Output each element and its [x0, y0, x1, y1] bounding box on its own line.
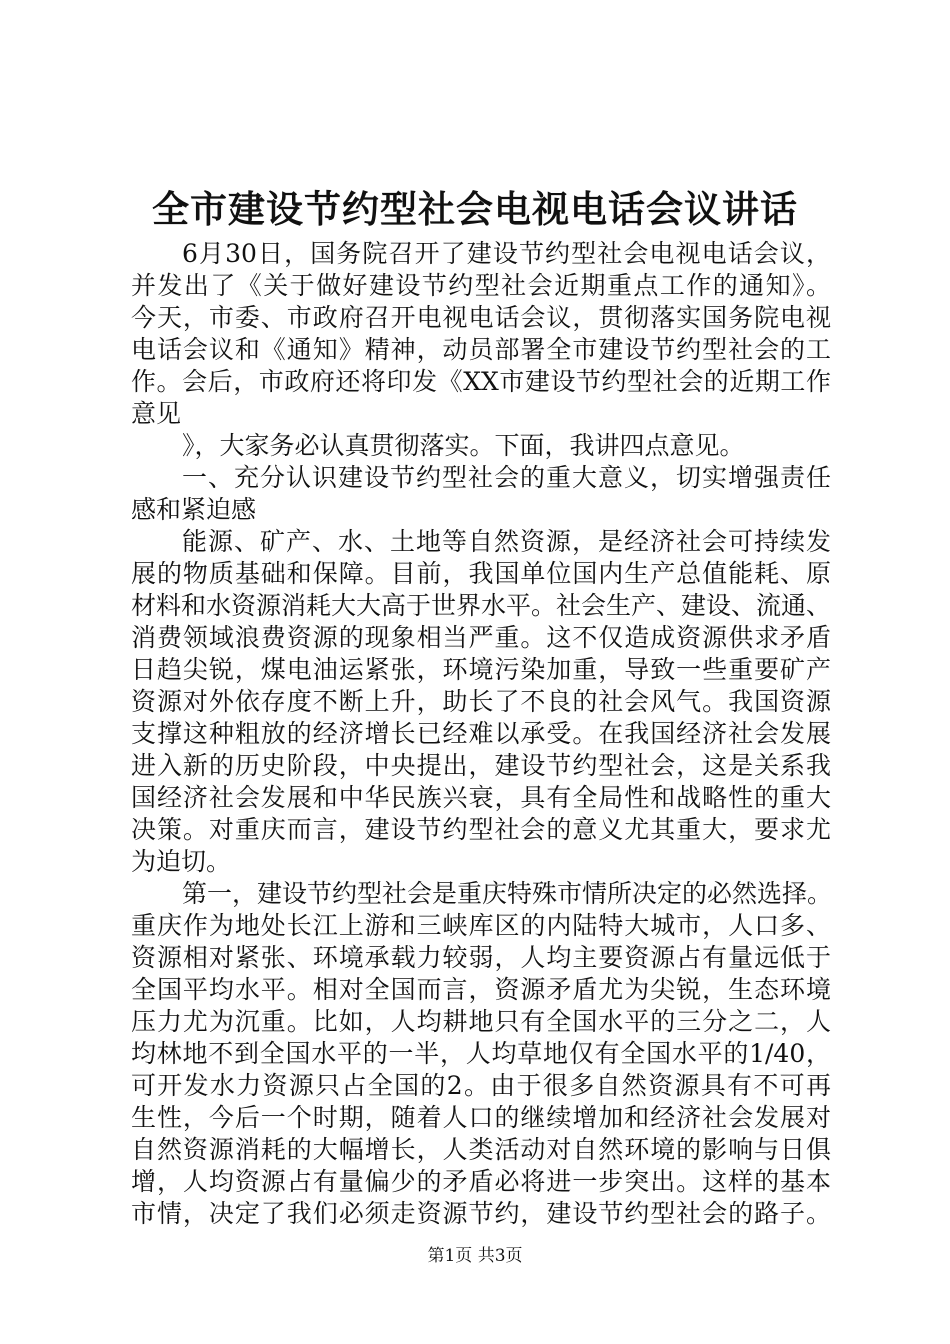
- body-line: 6月30日，国务院召开了建设节约型社会电视电话会议，: [182, 239, 831, 268]
- document-title: 全市建设节约型社会电视电话会议讲话: [152, 187, 798, 231]
- body-line: 》，大家务必认真贯彻落实。下面，我讲四点意见。: [182, 431, 745, 460]
- body-line: 为迫切。: [131, 847, 232, 876]
- section-heading: 一、充分认识建设节约型社会的重大意义，切实增强责任: [182, 463, 831, 492]
- body-line: 均林地不到全国水平的一半，人均草地仅有全国水平的1/40，: [131, 1039, 831, 1068]
- body-line: 国经济社会发展和中华民族兴衰，具有全局性和战略性的重大: [131, 783, 831, 812]
- body-line: 日趋尖锐，煤电油运紧张，环境污染加重，导致一些重要矿产: [131, 655, 831, 684]
- body-line: 今天，市委、市政府召开电视电话会议，贯彻落实国务院电视: [131, 303, 831, 332]
- body-line: 并发出了《关于做好建设节约型社会近期重点工作的通知》。: [131, 271, 831, 300]
- body-line: 资源对外依存度不断上升，助长了不良的社会风气。我国资源: [131, 687, 831, 716]
- body-line: 全国平均水平。相对全国而言，资源矛盾尤为尖锐，生态环境: [131, 975, 831, 1004]
- body-line: 决策。对重庆而言，建设节约型社会的意义尤其重大，要求尤: [131, 815, 831, 844]
- body-line: 消费领域浪费资源的现象相当严重。这不仅造成资源供求矛盾: [131, 623, 831, 652]
- body-line: 意见: [131, 399, 182, 428]
- body-line: 可开发水力资源只占全国的2。由于很多自然资源具有不可再: [131, 1071, 831, 1100]
- body-line: 电话会议和《通知》精神，动员部署全市建设节约型社会的工: [131, 335, 831, 364]
- body-line: 进入新的历史阶段，中央提出，建设节约型社会，这是关系我: [131, 751, 831, 780]
- body-line: 能源、矿产、水、土地等自然资源，是经济社会可持续发: [182, 527, 831, 556]
- body-line: 第一，建设节约型社会是重庆特殊市情所决定的必然选择。: [182, 879, 833, 908]
- body-line: 市情，决定了我们必须走资源节约，建设节约型社会的路子。: [131, 1199, 831, 1228]
- body-line: 压力尤为沉重。比如，人均耕地只有全国水平的三分之二，人: [131, 1007, 831, 1036]
- body-line: 作。会后，市政府还将印发《XX市建设节约型社会的近期工作: [131, 367, 831, 396]
- page-footer: 第1页 共3页: [427, 1246, 523, 1266]
- body-line: 材料和水资源消耗大大高于世界水平。社会生产、建设、流通、: [131, 591, 832, 620]
- body-line: 自然资源消耗的大幅增长，人类活动对自然环境的影响与日俱: [131, 1135, 831, 1164]
- body-line: 资源相对紧张、环境承载力较弱，人均主要资源占有量远低于: [131, 943, 831, 972]
- body-line: 增，人均资源占有量偏少的矛盾必将进一步突出。这样的基本: [131, 1167, 831, 1196]
- body-line: 重庆作为地处长江上游和三峡库区的内陆特大城市，人口多、: [131, 911, 831, 940]
- body-line: 展的物质基础和保障。目前，我国单位国内生产总值能耗、原: [131, 559, 831, 588]
- body-line: 支撑这种粗放的经济增长已经难以承受。在我国经济社会发展: [131, 719, 831, 748]
- body-line: 生性，今后一个时期，随着人口的继续增加和经济社会发展对: [131, 1103, 831, 1132]
- section-heading: 感和紧迫感: [131, 495, 257, 524]
